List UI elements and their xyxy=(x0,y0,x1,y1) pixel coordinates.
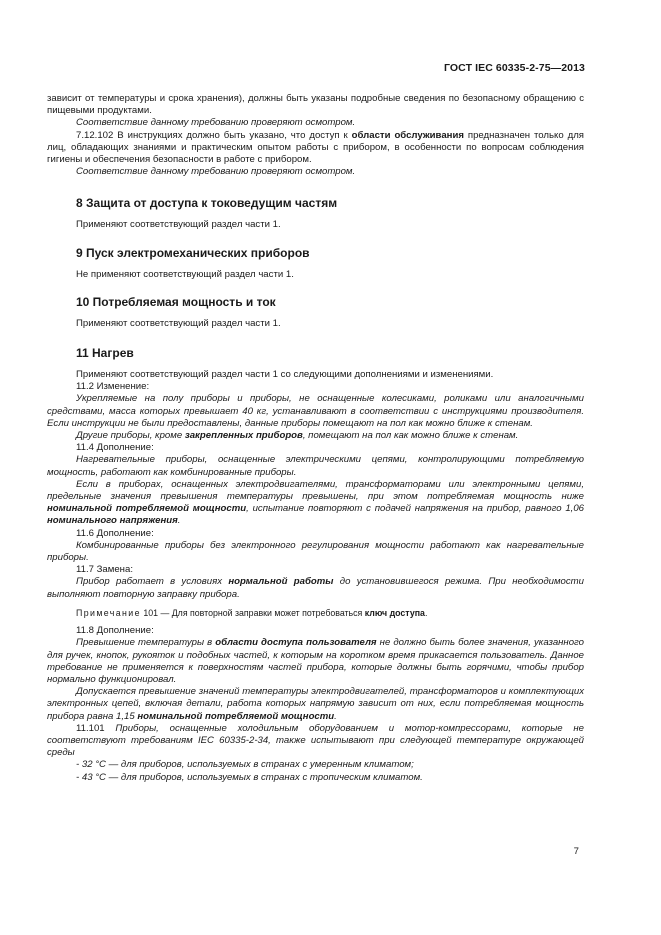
clause-11-6: 11.6 Дополнение: xyxy=(76,527,154,539)
clause-11-2-text-2 xyxy=(47,430,584,442)
clause-number: 11.101 xyxy=(76,722,116,734)
document-code-header: ГОСТ IEC 60335-2-75—2013 xyxy=(443,62,585,74)
text-run: Превышение температуры в xyxy=(76,637,216,649)
text-run: . xyxy=(177,515,181,527)
clause-11-8: 11.8 Дополнение: xyxy=(76,625,154,637)
clause-11-6-text: Комбинированные приборы без электронного регулирования мощности работают как нагревательные приборы. xyxy=(47,539,584,564)
clause-11-4-text: Нагревательные приборы, оснащенные электрическими цепями, контролирующими потребляемую мощность, работают как комбинированные приборы. xyxy=(47,454,584,478)
text-run: предназначен только для лиц, обладающих знаниями и практическим опытом работы с прибором, в особенности по вопросам соблюдения гигиены и обеспечения безопасности в работе с прибором. xyxy=(47,129,584,166)
clause-11-2: 11.2 Изменение: xyxy=(76,381,150,393)
text-run: . xyxy=(424,607,428,618)
clause-11-4-text-2 xyxy=(47,479,584,528)
paragraph: зависит от температуры и срока хранения), должны быть указаны подробные сведения по безопасному обращению с пищевыми продуктами. xyxy=(47,93,584,117)
clause-11-7: 11.7 Замена: xyxy=(76,564,133,576)
term-bold: ключ доступа xyxy=(364,607,425,618)
term-bold: нормальной работы xyxy=(228,576,334,588)
section-heading-9: 9 Пуск электромеханических приборов xyxy=(76,245,310,260)
text-run: Приборы, оснащенные холодильным оборудованием и мотор-компрессорами, которые не соответствуют требованиям IEC 60335-2-34, также испытывают при следующей температуре окружающей среды xyxy=(47,722,585,759)
section-heading-8: 8 Защита от доступа к токоведущим частям xyxy=(76,196,338,211)
section-heading-10: 10 Потребляемая мощность и ток xyxy=(76,294,276,309)
list-item: - 43 °С — для приборов, используемых в странах с тропическим климатом. xyxy=(76,771,423,783)
compliance-check: Соответствие данному требованию проверяют осмотром. xyxy=(76,117,356,129)
paragraph-7-12-102 xyxy=(47,130,584,167)
text-run: до установившегося режима. При необходимости выполняют повторную заправку прибора. xyxy=(47,576,584,600)
clause-11-101 xyxy=(47,723,584,760)
text-run: не должно быть более значения, указанного для ручек, кнопок, рукояток и подобных частей, к которым на коротком время прикасается пользователь. Данное требование не применяется к поверхностям частей прибора, которые должны быть горячими, чтобы прибор нормально функционировал. xyxy=(47,637,585,685)
term-bold: номинального напряжения xyxy=(47,515,178,527)
term-bold: номинальной потребляемой мощности xyxy=(47,503,247,515)
term-bold: области обслуживания xyxy=(351,129,464,141)
section-heading-11: 11 Нагрев xyxy=(76,346,134,361)
term-bold: закрепленных приборов xyxy=(184,430,303,442)
text-run: Допускается превышение значений температуры электродвигателей, трансформаторов и комплектующих электронных цепей, включая детали, работа которых напрямую зависит от них, если потребляемая мощность прибора равна 1,15 xyxy=(47,686,584,722)
clause-11-8-text-2 xyxy=(47,686,584,723)
text-run: Если в приборах, оснащенных электродвигателями, трансформаторами или электронными цепями, предельные значения превышения температуры превышены, при этом потребляемая мощность ниже xyxy=(47,478,584,503)
term-bold: номинальной потребляемой мощности xyxy=(137,710,335,722)
clause-11-2-text: Укрепляемые на полу приборы и приборы, не оснащенные колесиками, роликами или аналогичными средствами, масса которых превышает 40 кг, устанавливают в соответствии с инструкциями производителя. Если инструкции не были предоставлены, данные приборы помещают на пол как можно ближе к стенам. xyxy=(47,393,584,429)
clause-11-7-text xyxy=(47,576,584,600)
section-9-text: Не применяют соответствующий раздел части 1. xyxy=(76,268,294,280)
note-101 xyxy=(47,607,584,619)
text-run: , помещают на пол как можно ближе к стенам. xyxy=(302,430,519,442)
section-11-intro: Применяют соответствующий раздел части 1 со следующими дополнениями и изменениями. xyxy=(76,369,494,381)
text-run: . xyxy=(334,710,337,722)
list-item: - 32 °С — для приборов, используемых в странах с умеренным климатом; xyxy=(76,759,414,771)
text-run: 7.12.102 В инструкциях должно быть указано, что доступ к xyxy=(76,129,352,141)
clause-11-8-text xyxy=(47,637,584,686)
section-10-text: Применяют соответствующий раздел части 1. xyxy=(76,317,281,329)
text-run: Прибор работает в условиях xyxy=(76,576,229,588)
term-bold: области доступа пользователя xyxy=(215,637,377,649)
text-run: 101 — Для повторной заправки может потребоваться xyxy=(140,607,365,618)
clause-11-4: 11.4 Дополнение: xyxy=(76,442,154,454)
text-run: , испытание повторяют с подачей напряжения на прибор, равного 1,06 xyxy=(246,503,585,515)
page-content xyxy=(47,93,584,784)
page-number: 7 xyxy=(573,846,579,857)
text-run: Другие приборы, кроме xyxy=(76,430,185,442)
compliance-check: Соответствие данному требованию проверяют осмотром. xyxy=(76,166,356,178)
section-8-text: Применяют соответствующий раздел части 1. xyxy=(76,219,281,231)
note-label: Примечание xyxy=(76,607,141,618)
